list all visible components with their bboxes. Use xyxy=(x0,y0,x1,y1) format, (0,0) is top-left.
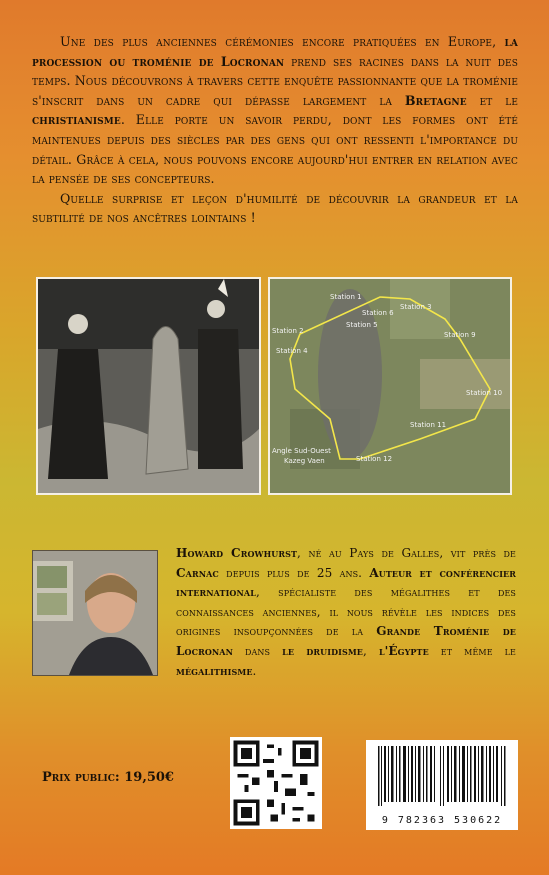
map-label-station-5: Station 5 xyxy=(346,321,378,329)
intro-paragraph-1: Une des plus anciennes cérémonies encore pratiquées en Europe, la procession ou troménie de Locronan prend ses racines dans la nuit des temps. Nous découvrons à travers cette enquête passionnante que la troménie s'inscrit dans un cadre qui dépasse largement la Bretagne et le christianisme. Elle porte un savoir perdu, dont les formes ont été maintenues depuis des siècles par des gens qui ont ressenti l'importance du détail. Grâce à cela, nous pouvons encore aujourd'hui entrer en relation avec la pensée de ses concepteurs. xyxy=(32,34,518,187)
public-price: Prix public: 19,50€ xyxy=(42,770,174,785)
map-label-station-6: Station 6 xyxy=(362,309,394,317)
map-label-station-9: Station 9 xyxy=(444,331,476,339)
isbn-barcode xyxy=(366,740,518,830)
map-label-station-4: Station 4 xyxy=(276,347,308,355)
barcode-bars xyxy=(366,740,518,810)
map-label-station-12: Station 12 xyxy=(356,455,393,463)
photo-menhir-women xyxy=(36,277,261,495)
map-label-station-11: Station 11 xyxy=(410,421,447,429)
author-portrait xyxy=(32,550,158,676)
qr-code-image xyxy=(230,737,322,829)
bretagne-highlight: Bretagne xyxy=(404,92,467,108)
map-troménie-stations xyxy=(268,277,512,495)
author-bio: Howard Crowhurst, né au Pays de Galles, vit près de Carnac depuis plus de 25 ans. Auteur et conférencier international, spécialiste des mégalithes et des connaissances anciennes, il nous révèle les indices des origines insoupçonnées de la Grande Troménie de Locronan dans le druidisme, l'Égypte et même le mégalithisme. xyxy=(176,546,517,678)
isbn-number: 9 782363 530622 xyxy=(381,815,503,826)
map-label-station-1: Station 1 xyxy=(330,293,362,301)
map-label-angle-sud-ouest: Angle Sud-Ouest xyxy=(272,447,331,455)
map-label-kazeg-vaen: Kazeg Vaen xyxy=(284,457,325,465)
map-label-station-2: Station 2 xyxy=(272,327,304,335)
photo-menhir-women-image xyxy=(38,279,259,493)
author-name: Howard Crowhurst xyxy=(176,546,298,560)
intro-paragraph-2: Quelle surprise et leçon d'humilité de découvrir la grandeur et la subtilité de nos ancêtres lointains ! xyxy=(32,190,518,226)
locronan-highlight: la procession ou troménie de Locronan xyxy=(32,34,518,69)
christianisme-highlight: christianisme xyxy=(32,112,121,128)
map-label-station-10: Station 10 xyxy=(466,389,503,397)
map-label-station-3: Station 3 xyxy=(400,303,432,311)
author-portrait-image xyxy=(33,551,157,675)
qr-code xyxy=(230,737,322,829)
back-cover-intro xyxy=(32,32,518,228)
